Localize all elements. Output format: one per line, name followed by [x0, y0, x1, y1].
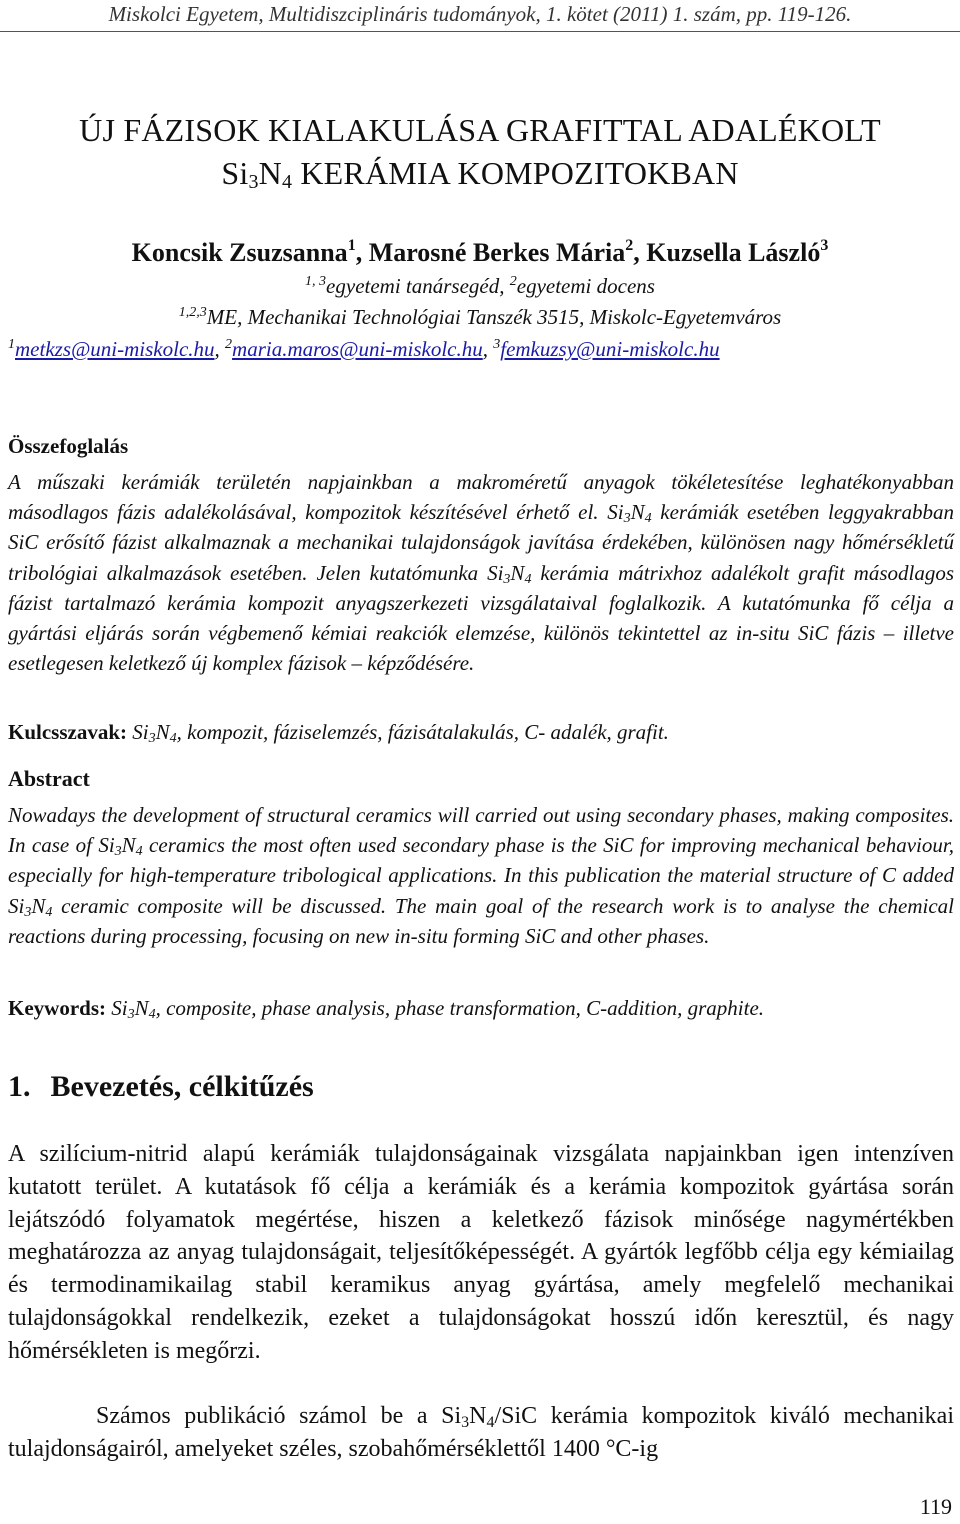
section-heading: 1. Bevezetés, célkitűzés	[8, 1070, 314, 1103]
author-name: Kuzsella László	[646, 238, 821, 267]
body-paragraph-2: Számos publikáció számol be a $Si_3N_4$/SiC kerámia kompozitok kiváló mechanikai tulajdonságairól, amelyeket széles, szobahőmérséklettől 1400 °C-ig	[8, 1403, 955, 1462]
email-link[interactable]: metkzs@uni-miskolc.hu	[15, 337, 215, 361]
page-number: 119	[919, 1494, 952, 1519]
summary-paragraph: A műszaki kerámiák területén napjainkban a makroméretű anyagok tökéletesítése leghatékonyabban másodlagos fázis adalékolásával, kompozitok készítésével érhető el. $Si_3N_4$ kerámiák esetében leggyakrabban SiC erősítő fázist alkalmaznak a mechanikai tulajdonságok javítása érdekében, különösen nagy hőmérsékletű tribológiai alkalmazások esetében. Jelen kutatómunka $Si_3N_4$ kerámia mátrixhoz adalékolt grafit másodlagos fázist tartalmazó kerámia kompozit anyagszerkezeti vizsgálataival foglalkozik. A kutatómunka fő célja a gyártási eljárás során végbemenő kémiai reakciók elemzése, különös tekintettel az in-situ SiC fázis – illetve esetlegesen keletkező új komplex fázisok – képződésére.	[8, 470, 955, 676]
kulcsszavak-line: Kulcsszavak: $Si_3N_4$, kompozit, fáziselemzés, fázisátalakulás, C- adalék, grafit.	[8, 720, 669, 746]
author-name: Marosné Berkes Mária	[368, 238, 626, 267]
author-list: Koncsik Zsuzsanna$^1$, Marosné Berkes Mária$^2$, Kuzsella László$^3$	[131, 237, 829, 267]
affiliation-roles: $^{1, 3}$egyetemi tanársegéd, $^2$egyetemi docens	[305, 274, 655, 298]
abstract-paragraph: Nowadays the development of structural ceramics will carried out using secondary phases, making composites. In case of $Si_3N_4$ ceramics the most often used secondary phase is the SiC for improving mechanical behaviour, especially for high-temperature tribological applications. In this publication the material structure of C added $Si_3N_4$ ceramic composite will be discussed. The main goal of the research work is to analyse the chemical reactions during processing, focusing on new in-situ forming SiC and other phases.	[8, 803, 954, 948]
abstract-heading: Abstract	[8, 766, 90, 791]
email-link[interactable]: femkuzsy@uni-miskolc.hu	[500, 337, 720, 361]
author-name: Koncsik Zsuzsanna	[131, 238, 348, 267]
running-head: Miskolci Egyetem, Multidiszciplináris tudományok, 1. kötet (2011) 1. szám, pp. 119-126.	[108, 2, 852, 26]
keywords-line: Keywords: $Si_3N_4$, composite, phase analysis, phase transformation, C-addition, graphite.	[8, 996, 765, 1022]
body-paragraph-1: A szilícium-nitrid alapú kerámiák tulajdonságainak vizsgálata napjainkban igen intenzíven kutatott terület. A kutatások fő célja a kerámiák és a kerámia kompozitok gyártása során lejátszódó folyamatok megértése, hiszen a keletkező fázisok minősége nagymértékben meghatározza az anyag tulajdonságait, teljesítőképességét. A gyártók legfőbb célja egy kémiailag és termodinamikailag stabil keramikus anyag gyártása, amely megfelelő mechanikai tulajdonságokkal rendelkezik, ezeket a tulajdonságokat hosszú időn keresztül, és nagy hőmérsékleten is megőrzi.	[8, 1141, 954, 1364]
title-line-1: ÚJ FÁZISOK KIALAKULÁSA GRAFITTAL ADALÉKOLT	[79, 112, 881, 148]
author-emails: $^1$metkzs@uni-miskolc.hu, $^2$maria.maros@uni-miskolc.hu, $^3$femkuzsy@uni-miskolc.hu	[8, 337, 720, 361]
summary-heading: Összefoglalás	[8, 434, 129, 458]
running-head-rule	[0, 31, 960, 32]
affiliation-department: $^{1,2,3}$ME, Mechanikai Technológiai Tanszék 3515, Miskolc-Egyetemváros	[178, 305, 782, 329]
title-line-2: $Si_3N_4$ KERÁMIA KOMPOZITOKBAN	[221, 155, 739, 193]
email-link[interactable]: maria.maros@uni-miskolc.hu	[232, 337, 483, 361]
